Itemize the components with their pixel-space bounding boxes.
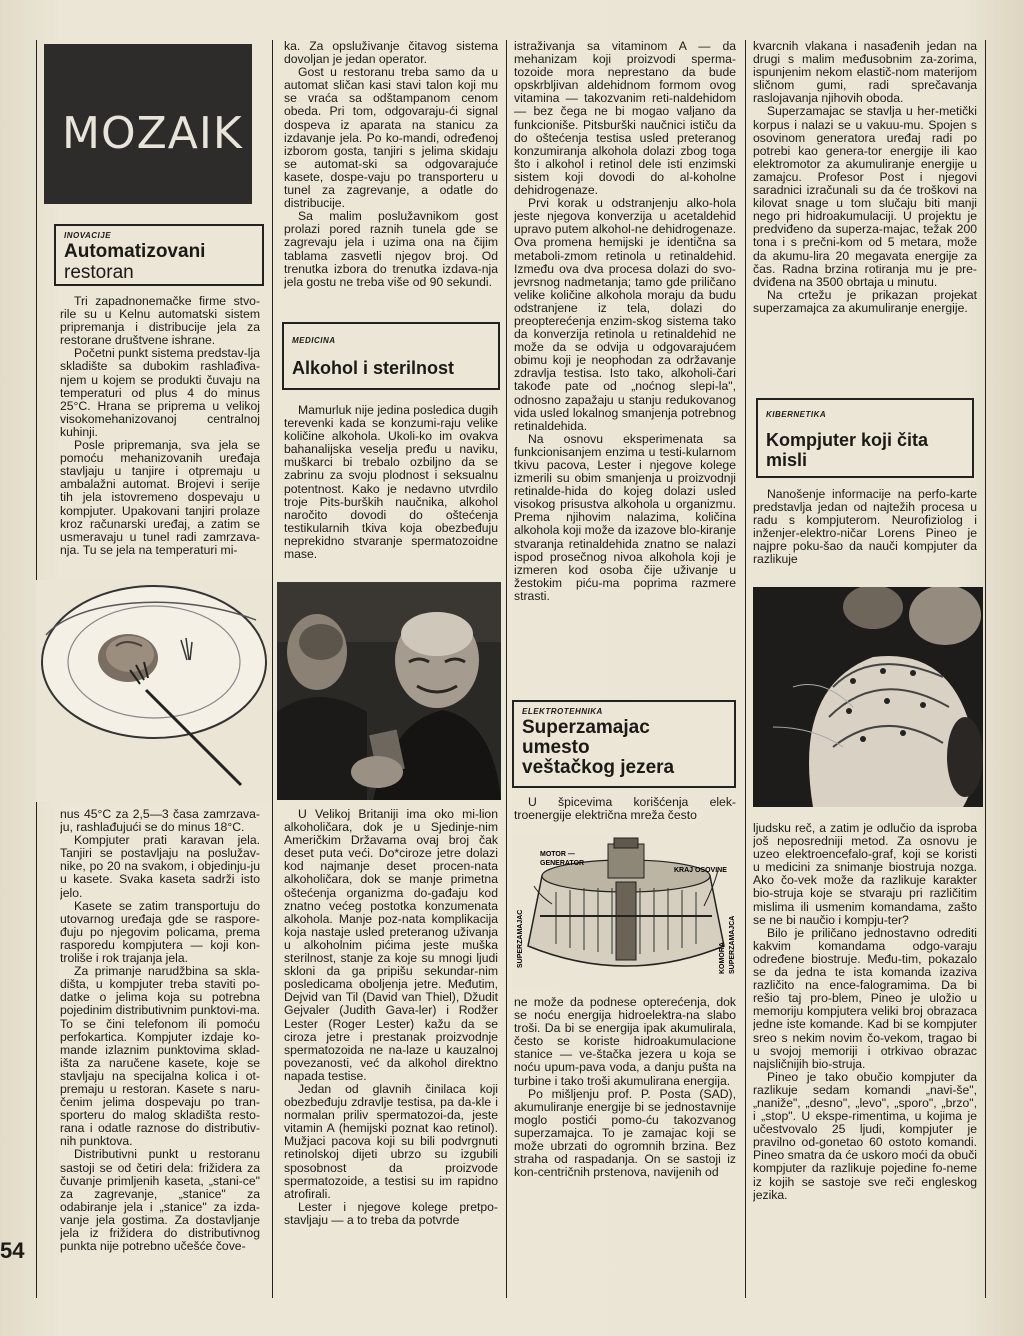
- diagram-label-generator: GENERATOR: [540, 860, 585, 867]
- paragraph: Bilo je priličano jednostavno odrediti kakvim komandama odgo-varaju određene biostruje. Među-tim, pokazalo se da jedna te ista komanda izaziva različito na ence-falogramima. Da bi rešio taj pro-blem, Pineo je uložio u memoriju kompjutera veliki broj obrazaca jedne iste komande. Kad bi se kompjuter sreo s nekim novim čo-vekom, tragao bi u svojoj memoriji i otrkivao obrazac najsličnijih bio-struja.: [753, 925, 977, 1071]
- paragraph: kvarcnih vlakana i nasađenih jedan na drugi s malim međusobnim za-zorima, ispunjenim nekom elastič-nom materijom sličnom gumi, radi sprečavanja raslojavanja njihovih oboda.: [753, 40, 977, 106]
- section-label: ELEKTROTEHNIKA: [522, 707, 603, 716]
- mozaik-banner: [44, 44, 252, 204]
- drinking-men-photo: [277, 582, 501, 800]
- paragraph: U špicevima korišćenja elek-troenergije električna mreža često: [514, 796, 736, 823]
- page-number: 54: [0, 1238, 25, 1263]
- column-2-top: [284, 40, 498, 310]
- paragraph: nus 45°C za 2,5—3 časa zamrzava-ju, rashlađujući se do minus 18°C.: [60, 808, 260, 835]
- article-header-alkohol: [282, 322, 500, 390]
- column-1-bottom: [60, 808, 260, 1296]
- article-title-line3: veštačkog jezera: [522, 757, 675, 778]
- diagram-label-chamber2: SUPERZAMAJCA: [729, 915, 736, 974]
- paragraph: ka. Za opsluživanje čitavog sistema dovoljan je jedan operator.: [284, 40, 498, 67]
- article-title-line1: Automatizovani: [64, 241, 206, 262]
- section-label: MEDICINA: [292, 336, 336, 345]
- column-4-mid: [753, 488, 977, 578]
- column-rule-2: [272, 40, 273, 1298]
- article-title: Alkohol i sterilnost: [292, 358, 455, 378]
- paragraph: Početni punkt sistema predstav-lja skladište sa dubokim rashlađiva-njem u kojem se produkti čuvaju na temperaturi od plus 4 do minus 25°C. Hrana se priprema u velikoj visokomehanizovanoj centralnoj kuhinji.: [60, 346, 260, 439]
- paragraph: Nanošenje informacije na perfo-karte predstavlja jedan od najtežih procesa u radu s kompjuterom. Neurofiziolog i inženjer-elektro-ničar Lorens Pineo je najpre poku-šao da nauči kompjuter da razlikuje: [753, 488, 977, 567]
- paragraph: ljudsku reč, a zatim je odlučio da isproba još neposredniji metod. Za osnovu je uzeo elektroencefalo-graf, koji se koristi u medicini za snimanje biostruja nozga. Ako čo-vek može da razlikuje karakter bio-struja koje se stvaraju pri različitim mislima ili usmenim komandama, zašto se ne bi naučio i kompju-ter?: [753, 822, 977, 927]
- paragraph: Za primanje narudžbina sa skla-dišta, u kompjuter treba staviti po-datke o jelima koja su potrebna pojedinim distributivnim punktovi-ma. To se čini telefonom ili pomoću perfokartica. Kompjuter izdaje ko-mande izlaznim punktovima sklad-išta za naručene kasete, koje se stavljaju na specijalna kolica i ot-premaju u restoran. Kasete s naru-čenim jelima dospevaju po tran-sporteru do malog skladišta resto-rana i odatle raznose do distributiv-nih punktova.: [60, 964, 260, 1149]
- paragraph: istraživanja sa vitaminom A — da mehanizam koji proizvodi sperma-tozoide mora neprestano da bude opskrbljivan aldehidnom formom ovog vitamina — takozvanim reti-naldehidom — bez čega ne bi mogao valjano da funkcioniše. Pitsburški naučnici ističu da do oštećenja testisa usled preteranog konzumiranja alkohola dolazi zbog toga što i alkohol i retinol dele isti enzimski sistem koji dovodi do al-koholne dehidrogenaze.: [514, 40, 736, 198]
- paragraph: Prvi korak u odstranjenju alko-hola jeste njegova konverzija u acetaldehid upravo putem alkohol-ne dehidrogenaze. Ova promena hemijski je identična sa metaboli-zmom retinola u retinaldehid. Između ova dva procesa dolazi do svo-jevrsnog nadmetanja; tamo gde priličano velike količine alkohola moraju da budu odstranjene iz tela, dolazi do preopterećenja enzim-skog sistema tako da konverzija retinola u retinaldehid ne može da se odvija u odgovarajućem obimu koji je neophodan za održavanje zdravlja testisa. Isto tako, alkoholi-čari takođe pate od „noćnog slepi-la", odnosno zapažaju u stanju redukovanog vida usled lokalnog smanjenja potrebnog retinaldehida.: [514, 196, 736, 433]
- article-title-line2: misli: [766, 450, 808, 470]
- plate-photo: [36, 580, 272, 802]
- column-3-mid: [514, 796, 736, 826]
- banner-title: MOZAIK: [62, 108, 243, 159]
- paragraph: Pineo je tako obučio kompjuter da razlikuje sedam komandi „navi-še", „naniže", „desno", „levo", „sporo", „brzo", i „stop". U ekspe-rimentima, u kojima je učestvovalo 25 ljudi, kompjuter je pravilno od-gonetao 60 ostoto komandi. Pineo smatra da će uskoro moći da obuči kompjuter da razlikuje pojedine fo-neme iz kojih se sastoje sve reči engleskog jezika.: [753, 1069, 977, 1202]
- paragraph: Jedan od glavnih činilaca koji obezbeđuju zdravlje testisa, pa da-kle i normalan priliv spermatozoi-da, jeste vitamin A (hemijski poznat kao retinol). Mužjaci pacova koji su bili podvrgnuti retinolskoj dijeti ubrzo su izgubili sposobnost da proizvode spermatozoide, a testisi su im rapidno atrofirali.: [284, 1081, 498, 1201]
- paragraph: U Velikoj Britaniji ima oko mi-lion alkoholičara, dok je u Sjedinje-nim Američkim Državama ovaj broj čak deset puta veći. Do*ciroze jetre dolazi kod najmanje deset procen-nata alkoholičara, dok se manje primetna oštećenja organizma do-gađaju kod znatno većeg postotka konzumenata alkohola. Manje poz-nata komplikacija koja nastaje usled preteranog uživanja u alkoholnim pićima jeste muška sterilnost, stanje za koje su mnogi ljudi skloni da ga pripišu sekundar-nim posledicama oboljenja jetre. Međutim, Dejvid van Til (David van Thiel), Džudit Gejvaler (Judith Gava-ler) i Rodžer Lester (Roger Lester) kažu da se ciroza jetre i prestanak proizvodnje spermatozoida ne na-laze u kauzalnoj povezanosti, već da alkohol direktno napada testise.: [284, 808, 498, 1083]
- paragraph: Sa malim poslužavnikom gost prolazi pored raznih tunela gde se zagrevaju jela i uzima ona na čijim tablama zasvetli njegov broj. Od trenutka izbora do trenutka izdava-nja jela gostu ne treba više od 90 sekundi.: [284, 209, 498, 289]
- section-label: INOVACIJE: [64, 231, 112, 240]
- column-4-top: [753, 40, 977, 386]
- column-1-top: [60, 295, 260, 577]
- diagram-label-shaft: KRAJ OSOVINE: [674, 867, 727, 874]
- paragraph: Mamurluk nije jedina posledica dugih terevenki kada se konzumi-raju velike količine alkohola. Ukoli-ko im ovakva bahanalijska veselja pređu u naviku, muškarci bi trebalo ozbiljno da se zabrinu za svoju plodnost i seksualnu potentnost. Kako je nedavno utvrdilo troje Pits-burških naučnika, alkohol naročito dovodi do oštećenja testikularnih tkiva koja obezbeđuju neprekidno stvaranje spermatozoidne mase.: [284, 404, 498, 562]
- paragraph: Po mišljenju prof. P. Posta (SAD), akumuliranje energije bi se jednostavnije moglo postići pomo-ću takozvanog superzamajca. To je zamajac koji se može ubrzati do ogromnih brzina. Bez straha od raspadanja. On se sastoji iz kon-centričnih prstenova, navijenih od: [514, 1086, 736, 1180]
- column-2-mid: [284, 404, 498, 580]
- column-4-bottom: [753, 822, 977, 1296]
- column-2-bottom: [284, 808, 498, 1296]
- column-rule-4: [745, 40, 746, 1298]
- article-header-superzamajac: [512, 700, 736, 788]
- diagram-label-flywheel: SUPERZAMAJAC: [517, 909, 524, 968]
- flywheel-diagram: [512, 836, 740, 986]
- column-rule-5: [985, 40, 986, 1298]
- article-title-line1: Superzamajac: [522, 717, 650, 738]
- diagram-label-motor: MOTOR —: [540, 851, 575, 858]
- column-3-bottom: [514, 996, 736, 1296]
- paragraph: Tri zapadnonemačke firme stvo-rile su u Kelnu automatski sistem pripremanja i distribucije jela za restorane društvene ishrane.: [60, 295, 260, 348]
- article-header-kompjuter: [756, 398, 974, 478]
- article-title-line2: umesto: [522, 737, 590, 758]
- paragraph: Na crtežu je prikazan projekat superzamajca za akumuliranje energije.: [753, 287, 977, 315]
- paragraph: Kasete se zatim transportuju do utovarnog uređaja gde se raspore-đuju po njegovim policama, prema rasporedu kompjutera — koji kon-troliše i rok trajanja jela.: [60, 898, 260, 966]
- diagram-label-chamber: KOMORA: [719, 942, 726, 974]
- column-rule-3: [506, 40, 507, 1298]
- paragraph: ne može da podnese opterećenja, dok se noću energija hidroelektra-na slabo troši. Da bi se energija ipak akumulirala, često se koriste hidroakumulacione stanice — ve-štačka jezera u koja se noću upum-pava voda, a danju pušta na turbine i tako troši akumulirana energija.: [514, 996, 736, 1088]
- paragraph: Superzamajac se stavlja u her-metički korpus i nalazi se u vakuu-mu. Spojen s osovinom generatora uređaj radi po potrebi kao genera-tor energije ili kao elektromotor za akumuliranje energije u zamajcu. Profesor Post i njegovi saradnici izračunali su da će troškovi na kilovat snage u tom slučaju biti manji nego pri hidroakumulaciji. U projektu je predviđeno da superza-majac, težak 200 tona i s prečni-kom od 5 metara, može da akumu-lira 20 megavata energije za čas. Radna brzina rotiranja mu je pre-dviđena na 3500 obrtaja u minutu.: [753, 104, 977, 289]
- paragraph: Posle pripremanja, sva jela se pomoću mehanizovanih uređaja stavljaju u tanjire i otpremaju u ambalažni automat. Brojevi i serije tih jela istovremeno dospevaju u kompjuter. Upakovani tanjiri prolaze kroz računarski uređaj, a zatim se usmeravaju u tunel radi zamrzava-nja. Tu se jela na temperaturi mi-: [60, 438, 260, 557]
- paragraph: Kompjuter prati karavan jela. Tanjiri se postavljaju na poslužav-nike, po 20 na svakom, i objedinju-ju u kasete. Svaka kaseta sadrži isto jelo.: [60, 833, 260, 900]
- article-title-line1: Kompjuter koji čita: [766, 430, 929, 450]
- paragraph: Gost u restoranu treba samo da u automat sličan kasi stavi talon koji mu se vraća sa odštampanom cenom obeda. Pri tom, odgovaraju-ći signal dospeva iz aparata na stanicu za izdavanje jela. Po ko-mandi, određenoj izborom gosta, tanjiri s jelima skidaju se automat-ski sa odgovarajuće kasete, dospe-vaju po transporteru u tunel za zagrevanje, a odatle do distribucije.: [284, 65, 498, 211]
- section-label: KIBERNETIKA: [766, 410, 827, 419]
- article-header-automatizovani: [54, 224, 264, 286]
- paragraph: Distributivni punkt u restoranu sastoji se od četiri dela: frižidera za čuvanje primljenih kaseta, „stani-ce" za zagrevanje, „stanice" za odabiranje jela i „stanice" za izda-vanje jela gostima. Za dostavljanje jela iz frižidera do distributivnog punkta nije potrebno učešće čove-: [60, 1147, 260, 1254]
- article-title-line2: restoran: [64, 262, 134, 283]
- paragraph: Na osnovu eksperimenata sa funkcionisanjem enzima u testi-kularnom tkivu pacova, Lester i njegove kolege izmerili su obim smanjenja u proizvodnji retinalde-hida do kojeg dolazi usled visokog prisustva alkohola u organizmu. Prema njihovim nalazima, količina alkohola koji može da izazove blo-kiranje stvaranja retinaldehida znatno se nalazi ispod prosečnog nivoa alkohola koji je izmeren kod osoba čije uživanje u žestokim piću-ma poprima razmere strasti.: [514, 431, 736, 603]
- paragraph: Lester i njegove kolege pretpo-stavljaju — a to treba da potvrde: [284, 1199, 498, 1227]
- column-3-top: [514, 40, 736, 690]
- eeg-photo: [753, 587, 983, 807]
